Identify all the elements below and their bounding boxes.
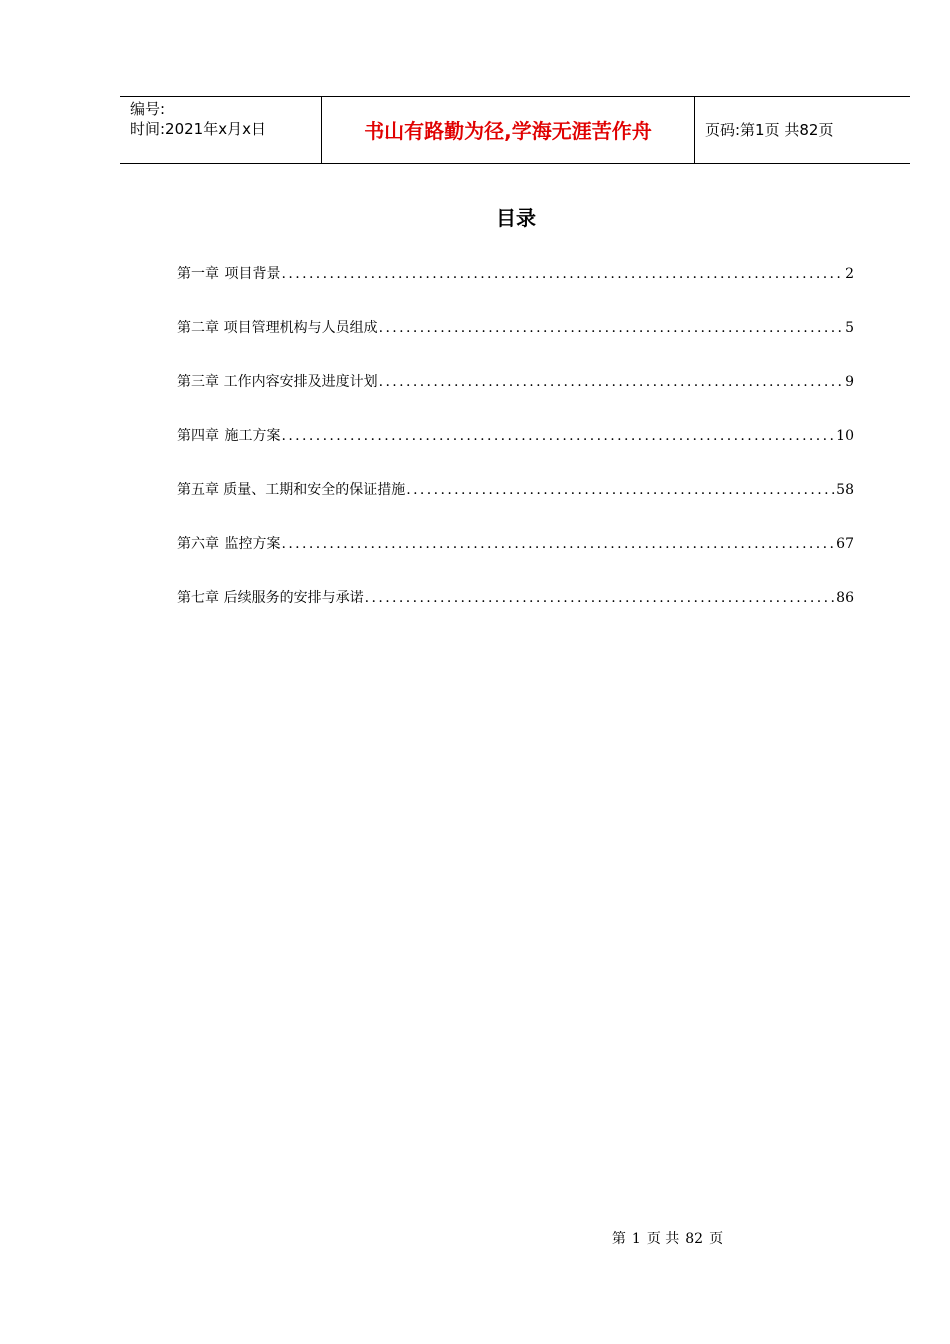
toc-entry[interactable] [177,426,854,480]
toc-entry-title: 项目背景 [224,266,281,282]
toc-page-number: 5 [845,320,854,336]
header-motto: 书山有路勤为径,学海无涯苦作舟 [364,119,652,143]
toc-chapter-label: 第四章 [177,428,219,444]
toc-entry[interactable] [177,318,854,372]
toc-leader-dots [281,426,835,446]
toc-entry-title: 施工方案 [224,428,281,444]
header-page-info: 页码:第1页 共82页 [705,121,834,139]
toc-leader-dots [365,588,836,608]
document-number-label: 编号: [130,100,166,118]
toc-chapter-label: 第五章 [177,482,219,498]
document-header [120,96,910,164]
toc-entry-title: 项目管理机构与人员组成 [223,320,378,336]
toc-chapter-label: 第二章 [177,320,219,336]
header-right-cell [695,97,910,163]
toc-page-number: 10 [836,428,854,444]
toc-entry-title: 后续服务的安排与承诺 [223,590,364,606]
toc-leader-dots [379,318,844,338]
toc-page-number: 86 [836,590,854,606]
toc-leader-dots [379,372,844,392]
toc-page-number: 67 [836,536,854,552]
toc-entry[interactable] [177,588,854,642]
toc-entry[interactable] [177,372,854,426]
table-of-contents [177,264,854,642]
toc-entry-title: 质量、工期和安全的保证措施 [223,482,406,498]
toc-page-number: 2 [845,266,854,282]
toc-chapter-label: 第三章 [177,374,219,390]
toc-leader-dots [282,264,845,284]
toc-leader-dots [281,534,835,554]
footer-current-page: 1 [631,1231,641,1247]
footer-prefix: 第 [611,1231,626,1247]
toc-page-number: 9 [845,374,854,390]
toc-entry[interactable] [177,264,854,318]
footer-middle: 页 共 [646,1231,680,1247]
toc-chapter-label: 第七章 [177,590,219,606]
toc-entry-title: 监控方案 [224,536,281,552]
toc-chapter-label: 第一章 [177,266,219,282]
toc-title: 目录 [496,206,536,230]
document-time-label: 时间:2021年x月x日 [130,120,266,138]
toc-entry[interactable] [177,480,854,534]
toc-page-number: 58 [836,482,854,498]
page-footer [0,1230,950,1248]
footer-suffix: 页 [709,1231,724,1247]
header-left-cell [120,97,321,163]
toc-entry-title: 工作内容安排及进度计划 [223,374,378,390]
footer-total-pages: 82 [685,1231,704,1247]
header-middle-cell [321,97,695,163]
toc-entry[interactable] [177,534,854,588]
toc-chapter-label: 第六章 [177,536,219,552]
toc-leader-dots [406,480,835,500]
